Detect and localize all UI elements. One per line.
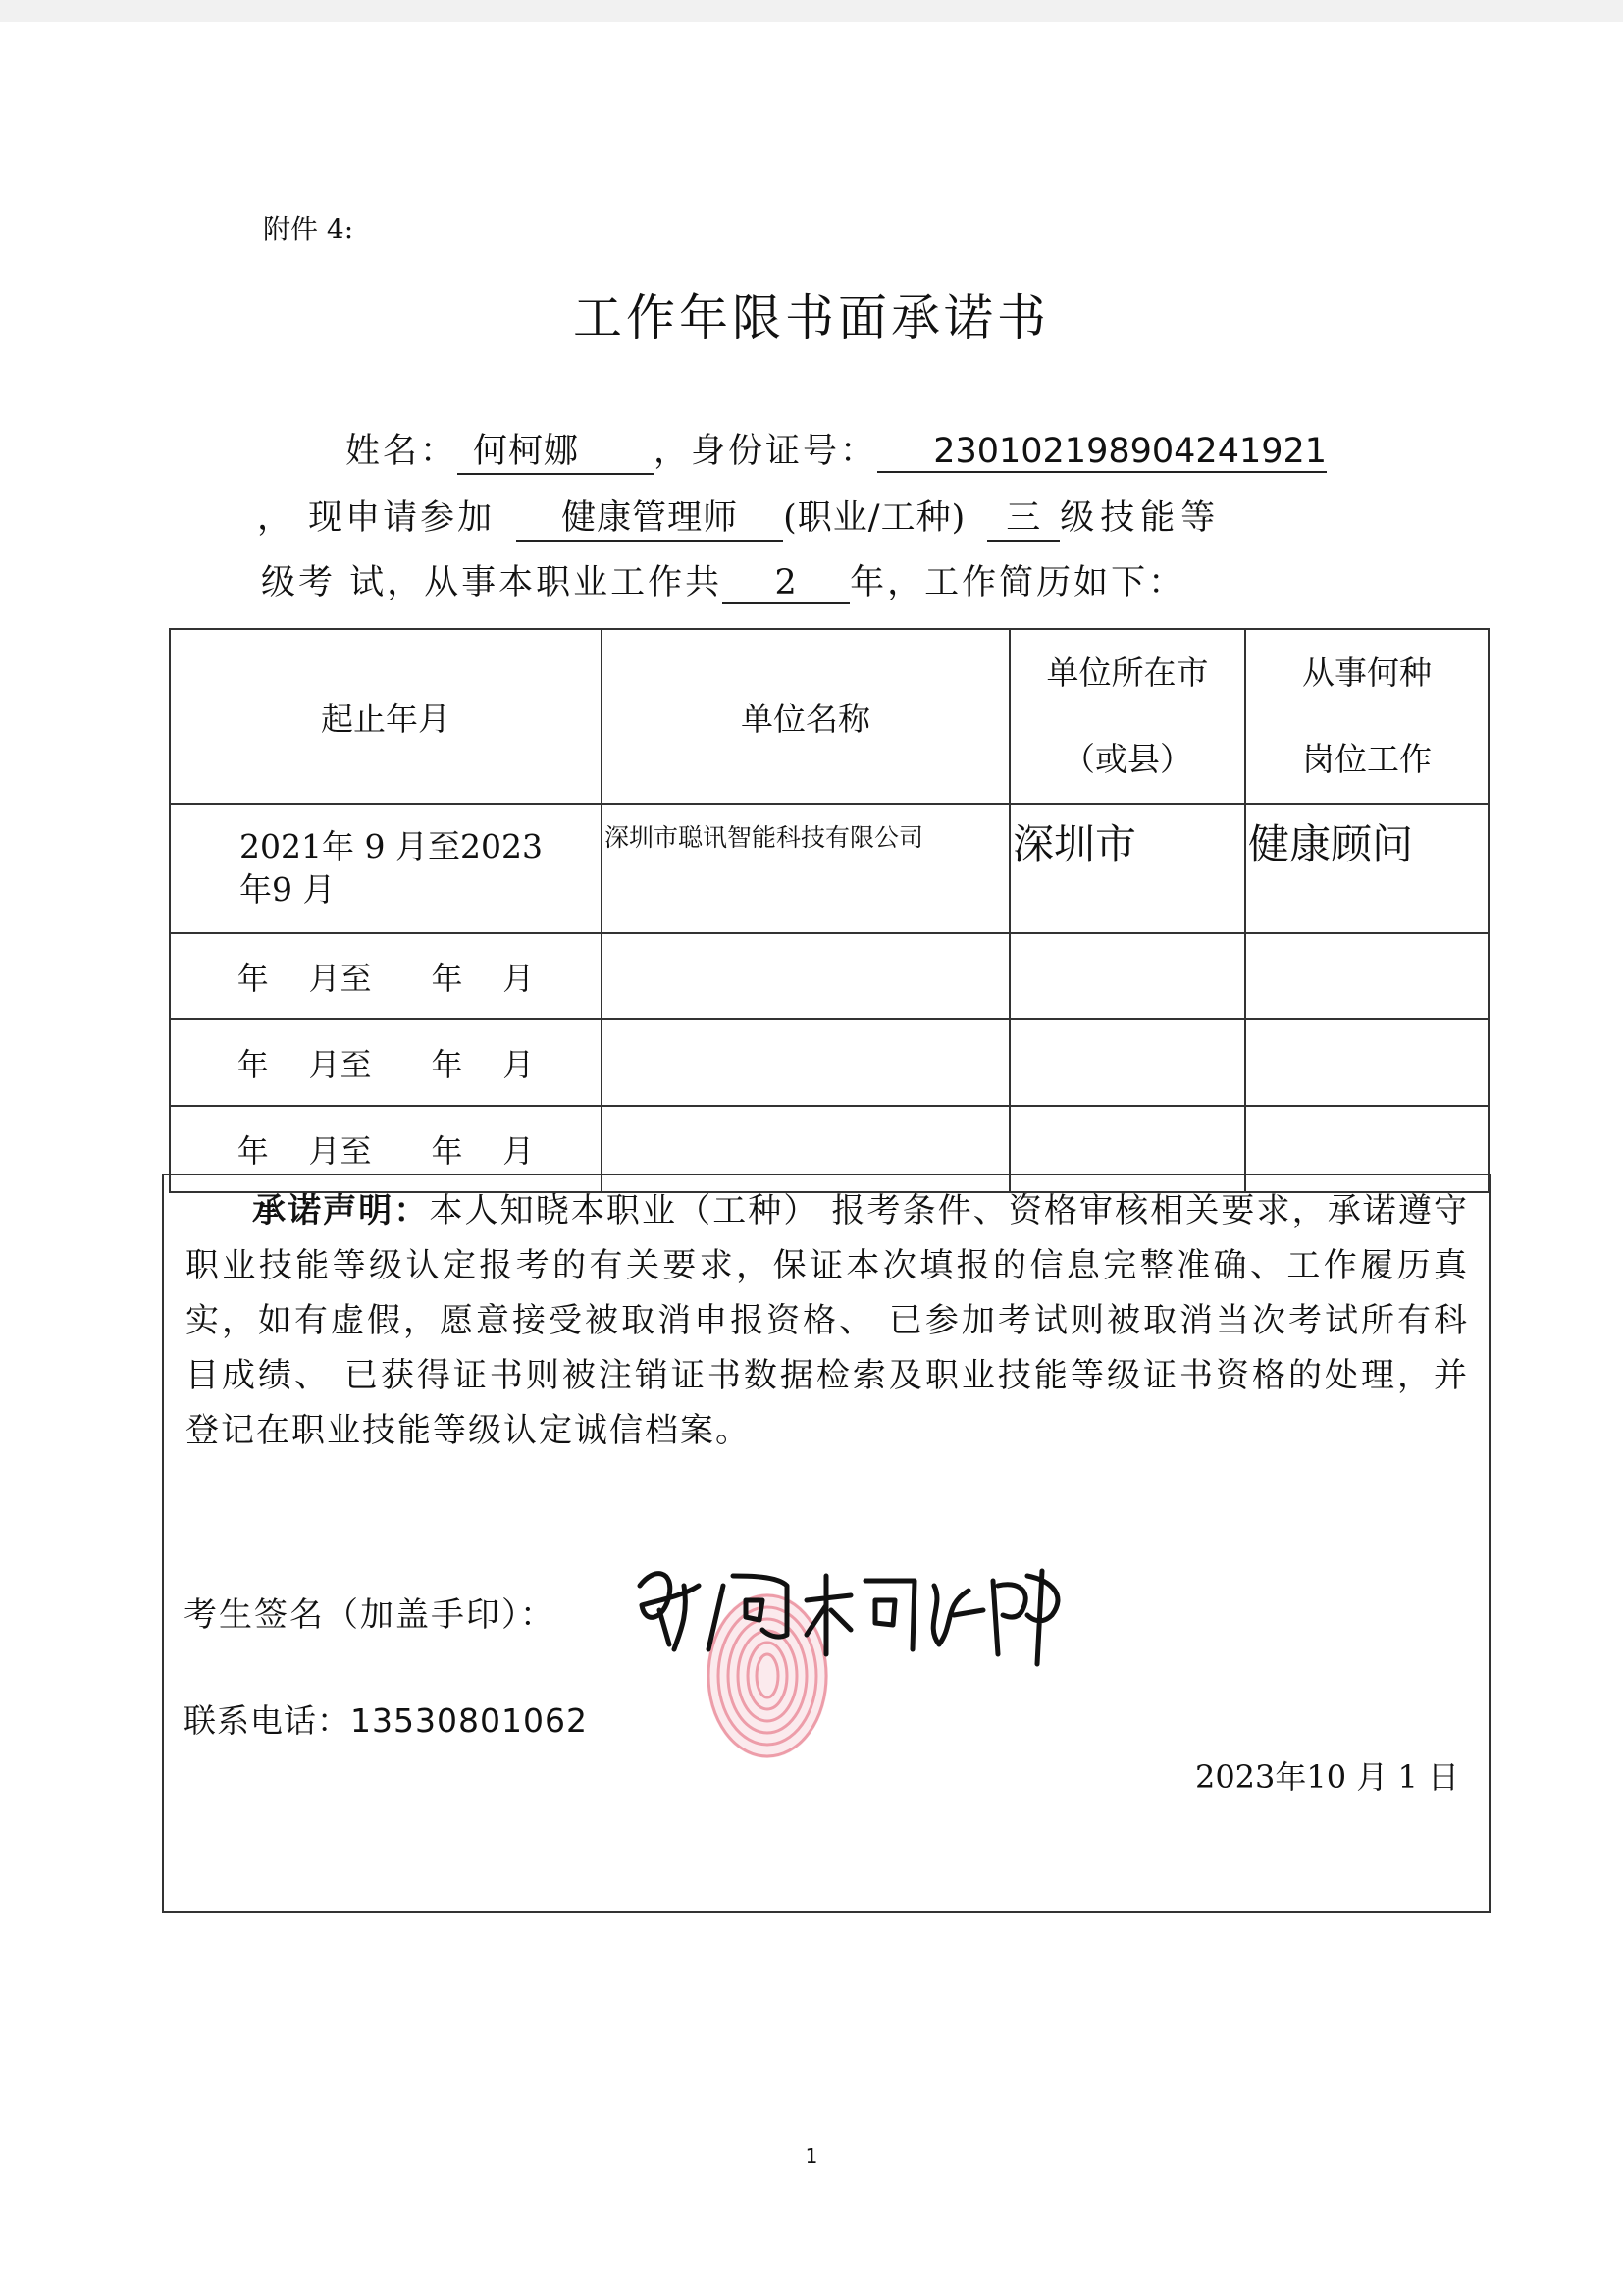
header-city-line2: （或县）	[1063, 740, 1192, 778]
years-value	[722, 563, 850, 604]
occupation-suffix: (职业/工种)	[783, 498, 967, 538]
header-city	[1010, 629, 1245, 804]
scan-edge	[0, 0, 1623, 22]
intro-line-3	[261, 555, 1185, 604]
id-label: ，身份证号：	[654, 432, 878, 471]
phone-line	[183, 1696, 588, 1742]
role-cell	[1245, 1019, 1489, 1106]
signature-label: 考生签名（加盖手印）：	[183, 1595, 555, 1635]
document-title: 工作年限书面承诺书	[573, 289, 1050, 346]
intro-line-2	[257, 491, 1221, 542]
city-cell	[1010, 1019, 1245, 1106]
id-number-text: 230102198904241921	[933, 432, 1328, 471]
years-text: 2	[774, 563, 798, 602]
name-value	[457, 424, 654, 475]
header-period: 起止年月	[170, 629, 602, 804]
handwritten-signature	[630, 1541, 1091, 1664]
period-line1: 2021年 9 月至2023	[239, 827, 543, 865]
city-cell	[1010, 933, 1245, 1019]
name-text: 何柯娜	[473, 432, 580, 471]
years-suffix: 年，工作简历如下：	[850, 563, 1186, 602]
exam-text: 级考 试，从事本职业工作共	[261, 563, 723, 602]
level-suffix: 级技能等	[1060, 498, 1222, 538]
pledge-body: 本人知晓本职业（工种） 报考条件、资格审核相关要求，承诺遵守职业技能等级认定报考的有关要求，保证本次填报的信息完整准确、工作履历真实，如有虚假，愿意接受被取消申报资格、 已参加考试则被取消当次考试所有科目成绩、 已获得证书则被注销证书数据检索及职业技能等级证书资格的处理，并登记在职业技能等级认定诚信档案。	[185, 1191, 1469, 1450]
role-cell	[1245, 933, 1489, 1019]
header-role-line2: 岗位工作	[1302, 740, 1432, 778]
pledge-statement	[185, 1183, 1469, 1458]
name-label: 姓名：	[345, 432, 458, 471]
work-history-table-wrap	[169, 628, 1488, 1193]
table-row	[170, 933, 1489, 1019]
signature-text: 何柯娜	[630, 1541, 678, 1560]
header-role	[1245, 629, 1489, 804]
header-city-line1: 单位所在市	[1046, 653, 1209, 692]
table-row	[170, 1019, 1489, 1106]
pledge-section	[162, 1174, 1491, 1913]
period-cell: 年 月至 年 月	[170, 1019, 602, 1106]
intro-line-1	[345, 424, 1327, 475]
period-line2: 年9 月	[239, 870, 336, 909]
period-cell: 年 月至 年 月	[170, 933, 602, 1019]
city-cell: 深圳市	[1010, 804, 1245, 933]
id-number-value	[877, 432, 1327, 473]
header-role-line1: 从事何种	[1302, 653, 1432, 692]
work-history-table	[169, 628, 1490, 1193]
pledge-heading: 承诺声明：	[252, 1191, 430, 1230]
company-cell: 深圳市聪讯智能科技有限公司	[602, 804, 1010, 933]
occupation-text: 健康管理师	[561, 498, 739, 538]
level-text: 三	[1006, 498, 1042, 538]
period-cell	[170, 804, 602, 933]
period-cell: 年 月至 年 月	[170, 1106, 602, 1192]
role-cell: 健康顾问	[1245, 804, 1489, 933]
company-cell	[602, 933, 1010, 1019]
signing-date: 2023年10 月 1 日	[1194, 1758, 1459, 1796]
phone-label: 联系电话：	[183, 1701, 350, 1740]
table-header-row	[170, 629, 1489, 804]
attachment-label: 附件 4:	[263, 213, 354, 245]
apply-prefix: ， 现申请参加	[257, 498, 496, 538]
phone-number: 13530801062	[350, 1701, 588, 1740]
level-value	[987, 491, 1060, 542]
header-company: 单位名称	[602, 629, 1010, 804]
page-number: 1	[805, 2144, 818, 2167]
table-row	[170, 804, 1489, 933]
occupation-value	[516, 491, 783, 542]
company-cell	[602, 1019, 1010, 1106]
